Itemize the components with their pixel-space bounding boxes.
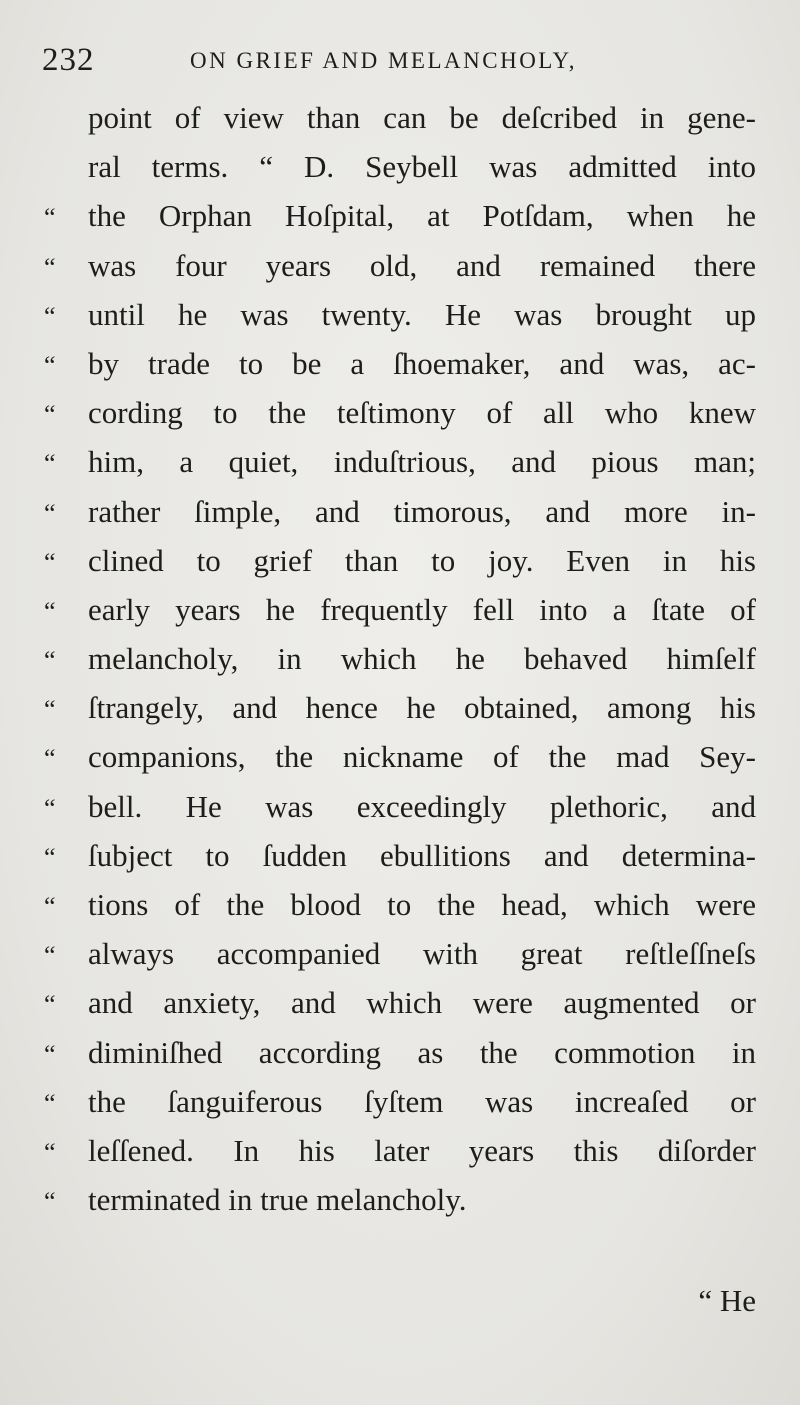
quote-mark: “: [44, 449, 56, 479]
line-text: diminiſhed according as the commotion in: [88, 1034, 756, 1070]
text-line: [44, 149, 756, 198]
text-line: [44, 985, 756, 1034]
text-line: [44, 198, 756, 247]
line-text: and anxiety, and which were augmented or: [88, 985, 756, 1021]
line-text: early years he frequently fell into a ſtate of: [88, 591, 756, 627]
text-line: [44, 1182, 756, 1231]
text-line: [44, 1035, 756, 1084]
text-line: [44, 592, 756, 641]
quote-mark: “: [44, 1088, 56, 1118]
line-text: always accompanied with great reſtleſſneſs: [88, 936, 756, 972]
line-text: ſubject to ſudden ebullitions and determina-: [88, 837, 756, 873]
line-text: bell. He was exceedingly plethoric, and: [88, 788, 756, 824]
line-text: ſtrangely, and hence he obtained, among his: [88, 690, 756, 726]
quote-mark: “: [44, 646, 56, 676]
line-text: him, a quiet, induſtrious, and pious man;: [88, 444, 756, 480]
text-line: [44, 690, 756, 739]
quote-mark: “: [44, 941, 56, 971]
quote-mark: “: [44, 744, 56, 774]
line-text: leſſened. In his later years this diſorder: [88, 1132, 756, 1168]
quote-mark: “: [44, 1039, 56, 1069]
text-line: [44, 641, 756, 690]
line-text: the Orphan Hoſpital, at Potſdam, when he: [88, 198, 756, 234]
quote-mark: “: [44, 990, 56, 1020]
line-text: by trade to be a ſhoemaker, and was, ac-: [88, 345, 756, 381]
quote-mark: “: [44, 498, 56, 528]
text-line: [44, 543, 756, 592]
text-line: [44, 936, 756, 985]
line-text: tions of the blood to the head, which were: [88, 887, 756, 922]
text-line: [44, 494, 756, 543]
catchword: “ He: [698, 1283, 756, 1318]
quote-mark: “: [44, 793, 56, 823]
page-number: 232: [42, 42, 95, 78]
quote-mark: “: [44, 892, 56, 921]
line-text: the ſanguiferous ſyſtem was increaſed or: [88, 1083, 756, 1119]
text-line: [44, 444, 756, 493]
text-line: [44, 297, 756, 346]
quote-mark: “: [44, 695, 56, 725]
text-line: [44, 395, 756, 444]
quote-mark: “: [44, 842, 56, 872]
line-text: ral terms. “ D. Seybell was admitted into: [88, 149, 756, 185]
quote-mark: “: [44, 400, 56, 430]
line-text: rather ſimple, and timorous, and more in-: [88, 493, 756, 529]
quote-mark: “: [44, 252, 56, 282]
line-text: melancholy, in which he behaved himſelf: [88, 641, 756, 677]
line-text: terminated in true melancholy.: [88, 1182, 467, 1218]
text-line: [44, 248, 756, 297]
page-header: [42, 42, 756, 82]
line-text: cording to the teſtimony of all who knew: [88, 395, 756, 431]
text-line: [44, 739, 756, 788]
text-line: [44, 838, 756, 887]
text-line: [44, 100, 756, 149]
text-line: [44, 1133, 756, 1182]
running-head: ON GRIEF AND MELANCHOLY,: [190, 48, 577, 73]
body-text: [44, 100, 756, 1231]
text-line: [44, 346, 756, 395]
quote-mark: “: [44, 547, 56, 577]
quote-mark: “: [44, 203, 56, 233]
quote-mark: “: [44, 1137, 56, 1167]
quote-mark: “: [44, 1187, 56, 1217]
text-line: [44, 887, 756, 936]
quote-mark: “: [44, 350, 56, 380]
text-line: [44, 1084, 756, 1133]
quote-mark: “: [44, 596, 56, 626]
quote-mark: “: [44, 301, 56, 331]
line-text: point of view than can be deſcribed in gene-: [88, 100, 756, 135]
text-line: [44, 789, 756, 838]
line-text: companions, the nickname of the mad Sey-: [88, 739, 756, 775]
line-text: until he was twenty. He was brought up: [88, 296, 756, 332]
line-text: clined to grief than to joy. Even in his: [88, 542, 756, 578]
line-text: was four years old, and remained there: [88, 247, 756, 283]
